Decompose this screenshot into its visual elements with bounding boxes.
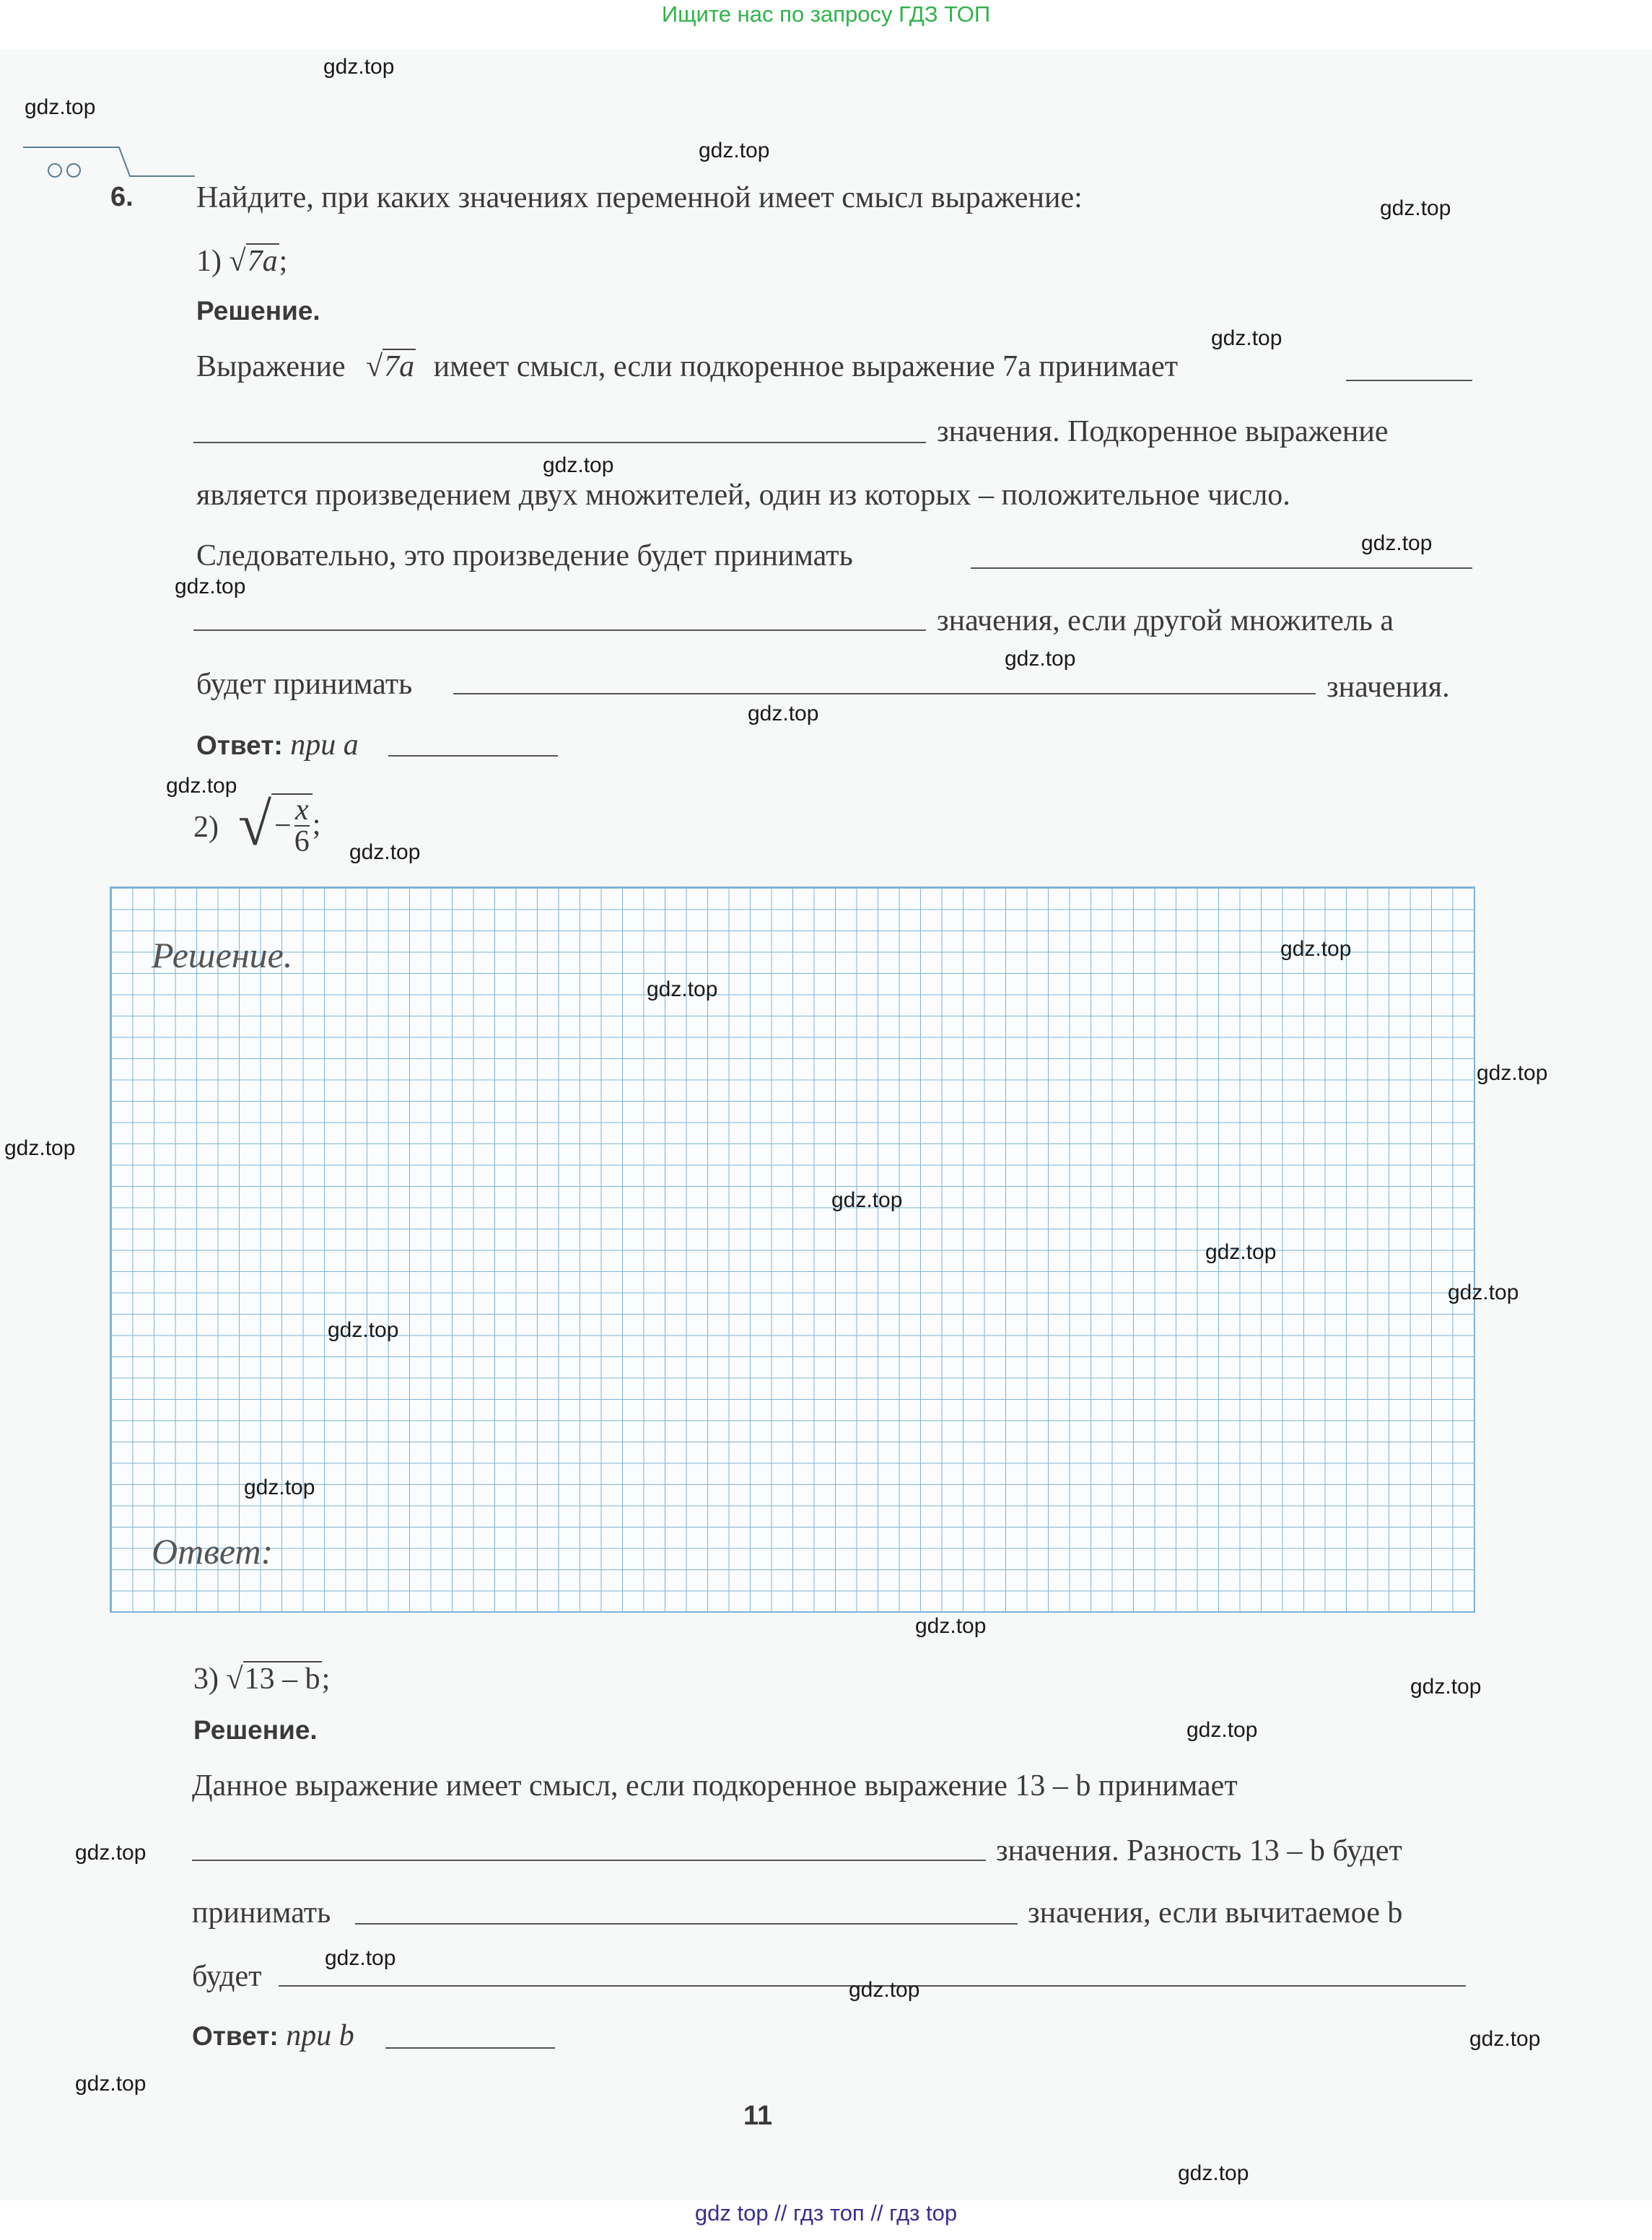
part1-inline-radicand: 7a [384,350,415,383]
watermark: gdz.top [699,139,770,162]
part3-answer-text: при b [286,2019,354,2052]
part1-label: 1) [196,245,222,278]
watermark: gdz.top [1178,2161,1249,2185]
watermark: gdz.top [543,453,614,477]
circles-ornament-icon [22,141,202,185]
grid-solution-label: Решение. [152,935,293,975]
part1-line1 [196,349,1178,384]
part1-line5: значения, если другой множитель a [937,604,1394,637]
part3-answer-label: Ответ: [192,2021,279,2051]
sqrt-icon: √ [366,350,383,383]
watermark: gdz.top [328,1318,399,1342]
part1-line2: значения. Подкоренное выражение [937,415,1389,448]
part1-expression: 1) √7a; [196,245,288,278]
part1-line3: является произведением двух множителей, один из которых – положительное число. [196,479,1290,512]
part3-solution-label: Решение. [193,1715,318,1745]
part3-line2: значения. Разность 13 – b будет [996,1834,1402,1868]
sqrt-icon: √ [229,245,246,278]
sqrt-icon: √ [226,1662,243,1696]
blank-line[interactable] [971,567,1472,569]
part3-line3-end: значения, если вычитаемое b [1028,1896,1403,1930]
watermark: gdz.top [4,1136,76,1160]
watermark: gdz.top [75,2072,147,2096]
watermark: gdz.top [1361,531,1433,555]
watermark: gdz.top [831,1188,903,1212]
watermark: gdz.top [325,1946,396,1970]
watermark: gdz.top [1186,1718,1258,1742]
part2-radicand [271,793,313,857]
top-banner[interactable]: Ищите нас по запросу ГДЗ ТОП [661,1,991,27]
part2-fraction [294,795,310,857]
task-statement: Найдите, при каких значениях переменной имеет смысл выражение: [196,181,1083,214]
bottom-links[interactable]: gdz top // гдз топ // гдз top [694,2200,958,2226]
part1-solution-label: Решение. [196,296,320,326]
watermark: gdz.top [1469,2027,1541,2051]
watermark: gdz.top [166,774,237,798]
watermark: gdz.top [748,702,819,725]
part1-line1-end: имеет смысл, если подкоренное выражение 7a принимает [433,350,1179,383]
blank-line[interactable] [193,442,926,443]
watermark: gdz.top [1005,647,1076,671]
part1-line6-start: будет принимать [196,668,413,701]
part1-answer-text: при a [290,728,359,762]
part2-label: 2) [193,811,219,844]
part1-radicand: 7a [247,245,278,278]
part3-label: 3) [193,1662,219,1696]
sqrt-icon: √ [238,791,272,858]
watermark: gdz.top [1448,1281,1519,1304]
part3-line3-start: принимать [192,1896,331,1930]
task-number: 6. [110,182,134,212]
part3-answer [192,2018,354,2053]
watermark: gdz.top [647,977,718,1001]
watermark: gdz.top [244,1476,315,1499]
watermark: gdz.top [1211,326,1282,350]
blank-line[interactable] [192,1860,986,1861]
part1-line6-end: значения. [1327,671,1450,704]
blank-line[interactable] [385,2047,555,2049]
watermark: gdz.top [25,95,96,119]
watermark: gdz.top [349,840,421,864]
blank-line[interactable] [1346,380,1472,381]
part2-minus: − [274,809,292,842]
part1-line1-start: Выражение [196,350,346,383]
watermark: gdz.top [1280,937,1352,961]
watermark: gdz.top [1477,1061,1548,1085]
watermark: gdz.top [75,1841,147,1865]
watermark: gdz.top [1380,196,1451,220]
grid-answer-label: Ответ: [152,1531,274,1572]
page-number: 11 [743,2101,773,2131]
part1-answer-label: Ответ: [196,731,283,760]
part3-line4: будет [192,1960,262,1993]
part1-line4: Следовательно, это произведение будет принимать [196,539,853,572]
part3-expression: 3) √13 – b; [193,1662,331,1696]
watermark: gdz.top [1410,1675,1482,1699]
watermark: gdz.top [1205,1240,1277,1264]
blank-line[interactable] [355,1923,1018,1925]
blank-line[interactable] [193,629,926,631]
watermark: gdz.top [915,1614,987,1638]
part2-denominator: 6 [294,824,310,858]
watermark: gdz.top [849,1978,920,2002]
watermark: gdz.top [323,55,395,79]
watermark: gdz.top [175,575,246,598]
part1-answer [196,728,359,762]
part2-numerator: x [294,793,309,827]
blank-line[interactable] [453,693,1316,694]
part2-expression: √− $\frac{x}{6}$ ; [238,791,321,858]
blank-line[interactable] [388,755,558,757]
part3-radicand: 13 – b [244,1662,320,1696]
part3-line1: Данное выражение имеет смысл, если подкоренное выражение 13 – b принимает [192,1769,1238,1803]
